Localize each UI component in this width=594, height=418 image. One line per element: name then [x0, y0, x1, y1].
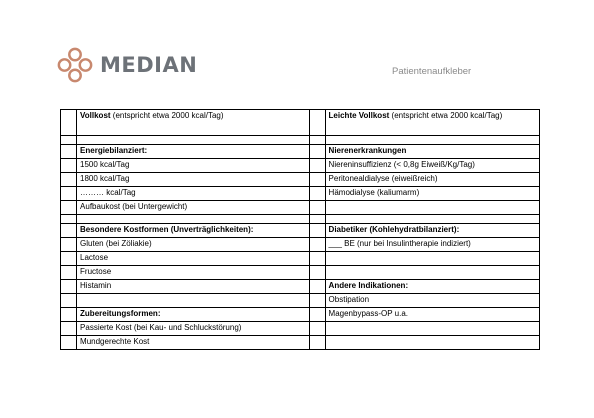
option-label: Peritonealdialyse (eiweißreich) [325, 173, 539, 187]
option-label: Lactose [77, 252, 309, 266]
spacer-row [61, 215, 540, 224]
checkbox[interactable] [61, 280, 77, 294]
option-label: Mundgerechte Kost [77, 336, 309, 350]
checkbox[interactable] [61, 336, 77, 350]
table-row [61, 173, 540, 187]
table-row [61, 201, 540, 215]
option-label: Gluten (bei Zöliakie) [77, 238, 309, 252]
empty-cell [77, 294, 309, 308]
option-label: ___ BE (nur bei Insulintherapie indiziert) [325, 238, 539, 252]
option-label: 1800 kcal/Tag [77, 173, 309, 187]
median-flower-icon [56, 46, 94, 84]
table-row [61, 336, 540, 350]
option-label: Passierte Kost (bei Kau- und Schluckstörung) [77, 322, 309, 336]
table-row [61, 159, 540, 173]
section-title-nierenerkrankungen: Nierenerkrankungen [325, 145, 539, 159]
table-row [61, 322, 540, 336]
spacer-row [61, 136, 540, 145]
table-row [61, 280, 540, 294]
checkbox[interactable] [309, 159, 325, 173]
leichte-vollkost-cell: Leichte Vollkost (entspricht etwa 2000 kcal/Tag) [325, 110, 539, 136]
checkbox[interactable] [61, 173, 77, 187]
option-label: ……… kcal/Tag [77, 187, 309, 201]
checkbox[interactable] [309, 238, 325, 252]
section-title-andere-indikationen: Andere Indikationen: [325, 280, 539, 294]
checkbox[interactable] [61, 266, 77, 280]
checkbox[interactable] [61, 159, 77, 173]
table-row [61, 110, 540, 136]
checkbox-vollkost[interactable] [61, 110, 77, 136]
option-label: Aufbaukost (bei Untergewicht) [77, 201, 309, 215]
table-row [61, 266, 540, 280]
section-title-besondere-kostformen: Besondere Kostformen (Unverträglichkeiten): [77, 224, 309, 238]
option-label: Hämodialyse (kaliumarm) [325, 187, 539, 201]
empty-cell [325, 201, 539, 215]
checkbox[interactable] [61, 322, 77, 336]
option-label: Niereninsuffizienz (< 0,8g Eiweiß/Kg/Tag) [325, 159, 539, 173]
section-title-zubereitungsformen: Zubereitungsformen: [77, 308, 309, 322]
table-row [61, 294, 540, 308]
option-label: Obstipation [325, 294, 539, 308]
option-label: Histamin [77, 280, 309, 294]
checkbox[interactable] [309, 187, 325, 201]
empty-cell [325, 322, 539, 336]
checkbox[interactable] [61, 238, 77, 252]
diet-order-form [60, 109, 540, 350]
section-title-energiebilanziert: Energiebilanziert: [77, 145, 309, 159]
empty-cell [325, 266, 539, 280]
patient-sticker-label: Patientenaufkleber [392, 66, 472, 77]
checkbox[interactable] [309, 173, 325, 187]
checkbox[interactable] [61, 187, 77, 201]
empty-cell [325, 252, 539, 266]
table-row [61, 187, 540, 201]
median-logo [56, 48, 197, 82]
table-row [61, 224, 540, 238]
vollkost-cell: Vollkost (entspricht etwa 2000 kcal/Tag) [77, 110, 309, 136]
checkbox[interactable] [61, 201, 77, 215]
table-row [61, 308, 540, 322]
checkbox-leichte-vollkost[interactable] [309, 110, 325, 136]
brand-name: MEDIAN [100, 53, 198, 77]
option-label: 1500 kcal/Tag [77, 159, 309, 173]
checkbox[interactable] [309, 308, 325, 322]
table-row [61, 252, 540, 266]
option-label: Magenbypass-OP u.a. [325, 308, 539, 322]
option-label: Fructose [77, 266, 309, 280]
checkbox[interactable] [309, 294, 325, 308]
section-title-diabetiker: Diabetiker (Kohlehydratbilanziert): [325, 224, 539, 238]
table-row [61, 238, 540, 252]
checkbox[interactable] [61, 252, 77, 266]
empty-cell [325, 336, 539, 350]
table-row [61, 145, 540, 159]
